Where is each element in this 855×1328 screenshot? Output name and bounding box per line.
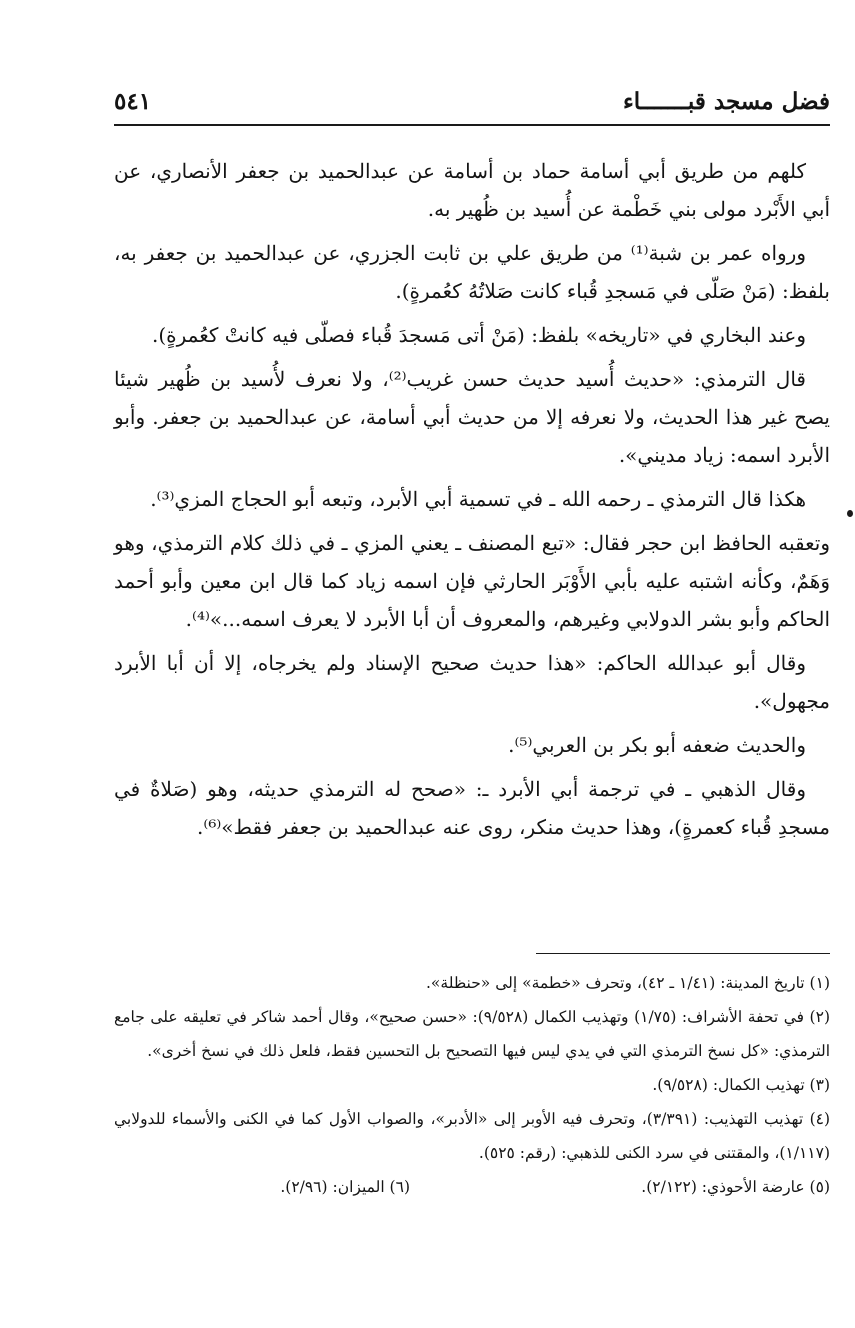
- footnote: (٣) تهذيب الكمال: (٩/٥٢٨).: [652, 1076, 830, 1094]
- footnote-rule: [536, 953, 830, 954]
- paragraph: والحديث ضعفه أبو بكر بن العربي⁽⁵⁾.: [508, 733, 806, 757]
- main-text: [114, 152, 830, 852]
- paragraph: وعند البخاري في «تاريخه» بلفظ: (مَنْ أتى مَسجدَ قُباء فصلّى فيه كانتْ كعُمرةٍ).: [152, 323, 806, 347]
- margin-mark: [847, 510, 853, 517]
- paragraph: قال الترمذي: «حديث أُسيد حديث حسن غريب⁽²⁾، ولا نعرف لأُسيد بن ظُهير شيئا يصح غير هذا الحديث، ولا نعرفه إلا من حديث أبي أسامة، عن عبدالحميد بن جعفر. وأبو الأبرد اسمه: زياد مديني».: [114, 367, 830, 467]
- footnote: (٤) تهذيب التهذيب: (٣/٣٩١)، وتحرف فيه الأوبر إلى «الأدبر»، والصواب الأول كما في الكنى والأسماء للدولابي (١/١١٧)، والمقتنى في سرد الكنى للذهبي: (رقم: ٥٢٥).: [114, 1110, 831, 1162]
- paragraph: ورواه عمر بن شبة⁽¹⁾ من طريق علي بن ثابت الجزري، عن عبدالحميد بن جعفر به، بلفظ: (مَنْ صَلّى في مَسجدِ قُباء كانت صَلاتُهُ كعُمرةٍ).: [114, 241, 830, 303]
- footnote: (١) تاريخ المدينة: (١/٤١ ـ ٤٢)، وتحرف «خطمة» إلى «حنظلة».: [425, 974, 830, 992]
- footnote-row: [114, 1170, 830, 1204]
- footnotes: [114, 966, 830, 1204]
- header-rule: [114, 124, 830, 126]
- paragraph: وقال أبو عبدالله الحاكم: «هذا حديث صحيح الإسناد ولم يخرجاه، إلا أن أبا الأبرد مجهول».: [114, 651, 830, 713]
- page-number: ٥٤١: [114, 88, 152, 115]
- footnote: (٥) عارضة الأحوذي: (٢/١٢٢).: [641, 1178, 830, 1196]
- running-title: فضل مسجد قبـــــــاء: [622, 88, 830, 115]
- footnote: (٢) في تحفة الأشراف: (١/٧٥) وتهذيب الكمال (٩/٥٢٨): «حسن صحيح»، وقال أحمد شاكر في تعليقه على جامع الترمذي: «كل نسخ الترمذي التي في يدي ليس فيها التصحيح بل التحسين فقط، فلعل ذلك في نسخ أخرى».: [114, 1008, 830, 1060]
- paragraph: وقال الذهبي ـ في ترجمة أبي الأبرد ـ: «صحح له الترمذي حديثه، وهو (صَلاةٌ في مسجدِ قُباء كعمرةٍ)، وهذا حديث منكر، روى عنه عبدالحميد بن جعفر فقط»⁽⁶⁾.: [114, 777, 830, 839]
- footnote: (٦) الميزان: (٢/٩٦).: [280, 1178, 410, 1196]
- page-header: [114, 82, 830, 122]
- paragraph: هكذا قال الترمذي ـ رحمه الله ـ في تسمية أبي الأبرد، وتبعه أبو الحجاج المزي⁽³⁾.: [150, 487, 806, 511]
- paragraph: كلهم من طريق أبي أسامة حماد بن أسامة عن عبدالحميد بن جعفر الأنصاري، عن أبي الأَبْرد مولى بني خَطْمة عن أُسيد بن ظُهير به.: [114, 159, 830, 221]
- paragraph: وتعقبه الحافظ ابن حجر فقال: «تبع المصنف ـ يعني المزي ـ في ذلك كلام الترمذي، وهو وَهَمٌ، وكأنه اشتبه عليه بأبي الأَوْبَر الحارثي فإن اسمه زياد كما قال ابن معين وأبو أحمد الحاكم وأبو بشر الدولابي وغيرهم، والمعروف أن أبا الأبرد لا يعرف اسمه...»⁽⁴⁾.: [114, 531, 830, 631]
